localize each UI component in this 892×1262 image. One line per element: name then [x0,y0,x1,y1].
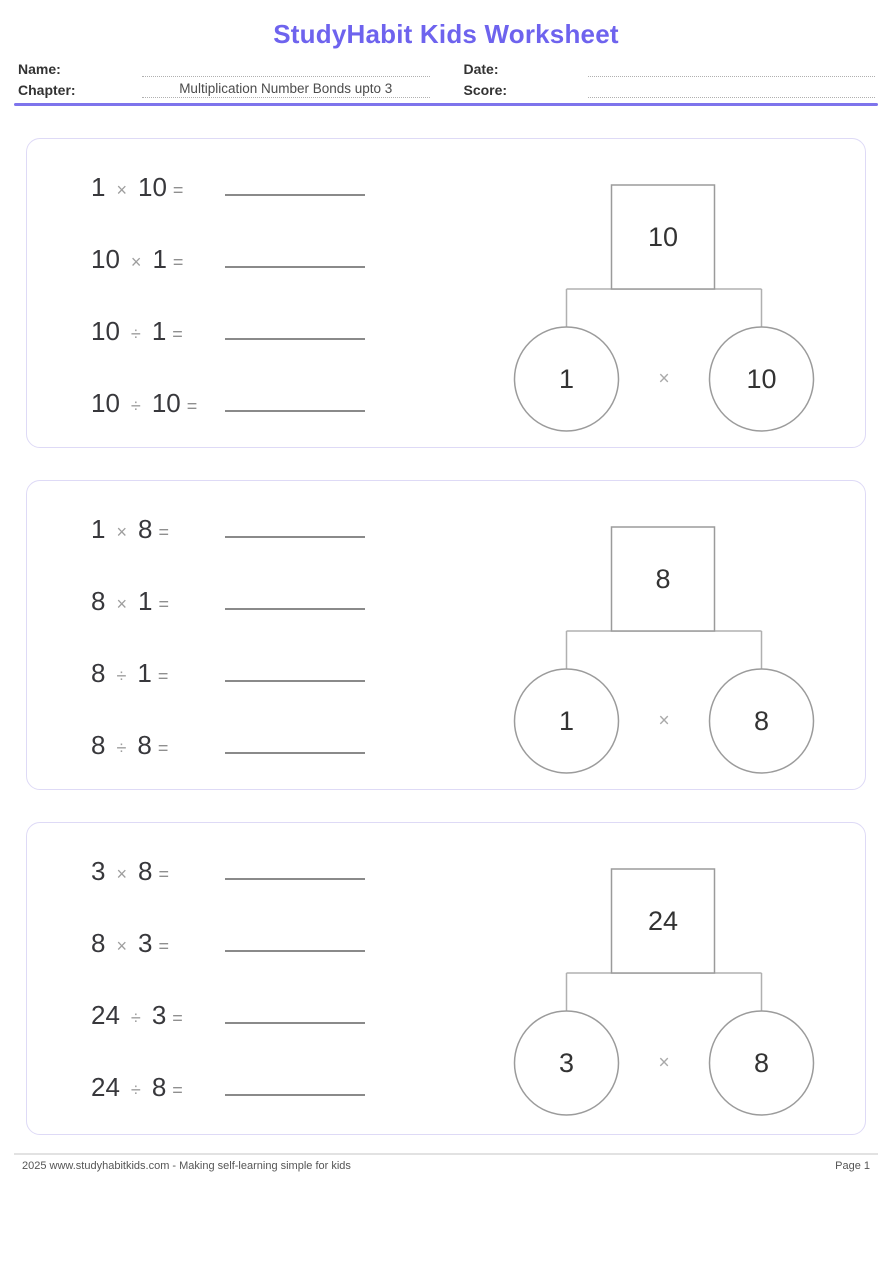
page-title: StudyHabit Kids Worksheet [273,19,619,49]
equation [91,172,223,202]
equals-sign: = [158,936,169,956]
operand: 10 [137,172,167,202]
operand: 8 [91,730,106,760]
equals-sign: = [172,1080,183,1100]
operand: 8 [91,586,106,616]
bond-total-value: 10 [647,222,679,252]
bond-bracket [567,973,762,1011]
equals-sign: = [157,666,169,686]
equals-sign: = [157,738,169,758]
operand: 3 [151,1000,167,1030]
equals-sign: = [172,324,183,344]
answer-blank[interactable] [225,256,365,268]
operator: ÷ [130,324,141,344]
bond-bracket [567,289,762,327]
score-label: Score: [463,82,508,98]
bond-left-value: 1 [558,706,575,736]
date-field-row [464,56,876,77]
operand: 10 [151,388,181,418]
equation [91,1000,223,1030]
operator: ÷ [130,1080,141,1100]
equals-sign: = [158,864,169,884]
fields-right-column [464,56,876,98]
equation [91,316,223,346]
equals-sign: = [172,252,184,272]
operator: × [130,252,142,272]
equals-sign: = [172,1008,183,1028]
answer-blank[interactable] [225,868,365,880]
equation [91,388,223,418]
problem-card [26,480,866,790]
operator: × [116,864,127,884]
operand: 1 [91,172,106,202]
bond-left-value: 1 [558,364,575,394]
problem-row [91,586,365,616]
number-bond-diagram [507,167,827,441]
problem-row [91,172,365,202]
footer-credit: 2025 www.studyhabitkids.com - Making self-learning simple for kids [22,1160,351,1172]
problem-row [91,928,365,958]
answer-blank[interactable] [225,400,365,412]
operand: 8 [137,514,153,544]
bond-bracket [567,631,762,669]
equation [91,586,223,616]
equals-sign: = [172,180,184,200]
bond-operator: × [658,368,670,390]
operand: 10 [91,388,120,418]
problem-card [26,138,866,448]
answer-blank[interactable] [225,328,365,340]
header-divider [14,103,878,106]
header-fields [18,56,875,98]
operator: ÷ [130,396,141,416]
name-field-row [18,56,430,77]
operand: 8 [91,658,106,688]
operand: 1 [91,514,106,544]
name-label: Name: [18,61,61,77]
answer-blank[interactable] [225,1084,365,1096]
answer-blank[interactable] [225,1012,365,1024]
operand: 8 [137,730,152,760]
equals-sign: = [158,594,169,614]
name-field-line[interactable] [142,58,430,77]
answer-blank[interactable] [225,526,365,538]
number-bond-diagram [507,509,827,783]
problem-row [91,1000,365,1030]
operand: 1 [152,244,167,274]
operator: ÷ [116,666,127,686]
operand: 8 [91,928,106,958]
operator: × [116,522,127,542]
equation [91,928,223,958]
chapter-label: Chapter: [18,82,76,98]
bond-right-value: 10 [746,364,777,394]
chapter-field-line [142,79,430,98]
chapter-field-row [18,77,430,98]
bond-right-value: 8 [753,706,770,736]
operand: 8 [151,1072,167,1102]
operand: 1 [137,586,153,616]
operand: 3 [137,928,153,958]
problem-row [91,388,365,418]
number-bond-diagram [507,851,827,1125]
operand: 24 [91,1072,120,1102]
operand: 24 [91,1000,120,1030]
equation [91,244,223,274]
problem-row [91,244,365,274]
problem-row [91,658,365,688]
operand: 10 [91,244,120,274]
operand: 10 [91,316,120,346]
operand: 8 [137,856,153,886]
problem-row [91,1072,365,1102]
problem-row [91,514,365,544]
operand: 1 [137,658,152,688]
operator: ÷ [130,1008,141,1028]
bond-total-value: 8 [655,564,671,594]
equation [91,1072,223,1102]
score-field-row [464,77,876,98]
answer-blank[interactable] [225,742,365,754]
equation [91,856,223,886]
score-field-line[interactable] [588,79,876,98]
equation [91,730,223,760]
problem-row [91,316,365,346]
date-label: Date: [463,61,499,77]
footer-page-number: Page 1 [835,1160,870,1172]
answer-blank[interactable] [225,184,365,196]
bond-left-value: 3 [558,1048,575,1078]
operator: × [116,180,127,200]
operand: 1 [151,316,167,346]
operator: × [116,594,127,614]
problem-card [26,822,866,1135]
bond-operator: × [658,710,670,732]
answer-blank[interactable] [225,598,365,610]
problem-row [91,856,365,886]
equals-sign: = [186,396,198,416]
chapter-value: Multiplication Number Bonds upto 3 [179,81,393,96]
bond-operator: × [658,1052,670,1074]
answer-blank[interactable] [225,940,365,952]
operator: ÷ [116,738,127,758]
date-field-line[interactable] [588,58,876,77]
footer-divider [14,1153,878,1155]
bond-right-value: 8 [753,1048,770,1078]
problem-row [91,730,365,760]
footer [22,1160,870,1172]
bond-total-value: 24 [647,906,679,936]
equation [91,658,223,688]
answer-blank[interactable] [225,670,365,682]
fields-left-column [18,56,430,98]
operator: × [116,936,127,956]
equals-sign: = [158,522,169,542]
operand: 3 [91,856,106,886]
equation [91,514,223,544]
